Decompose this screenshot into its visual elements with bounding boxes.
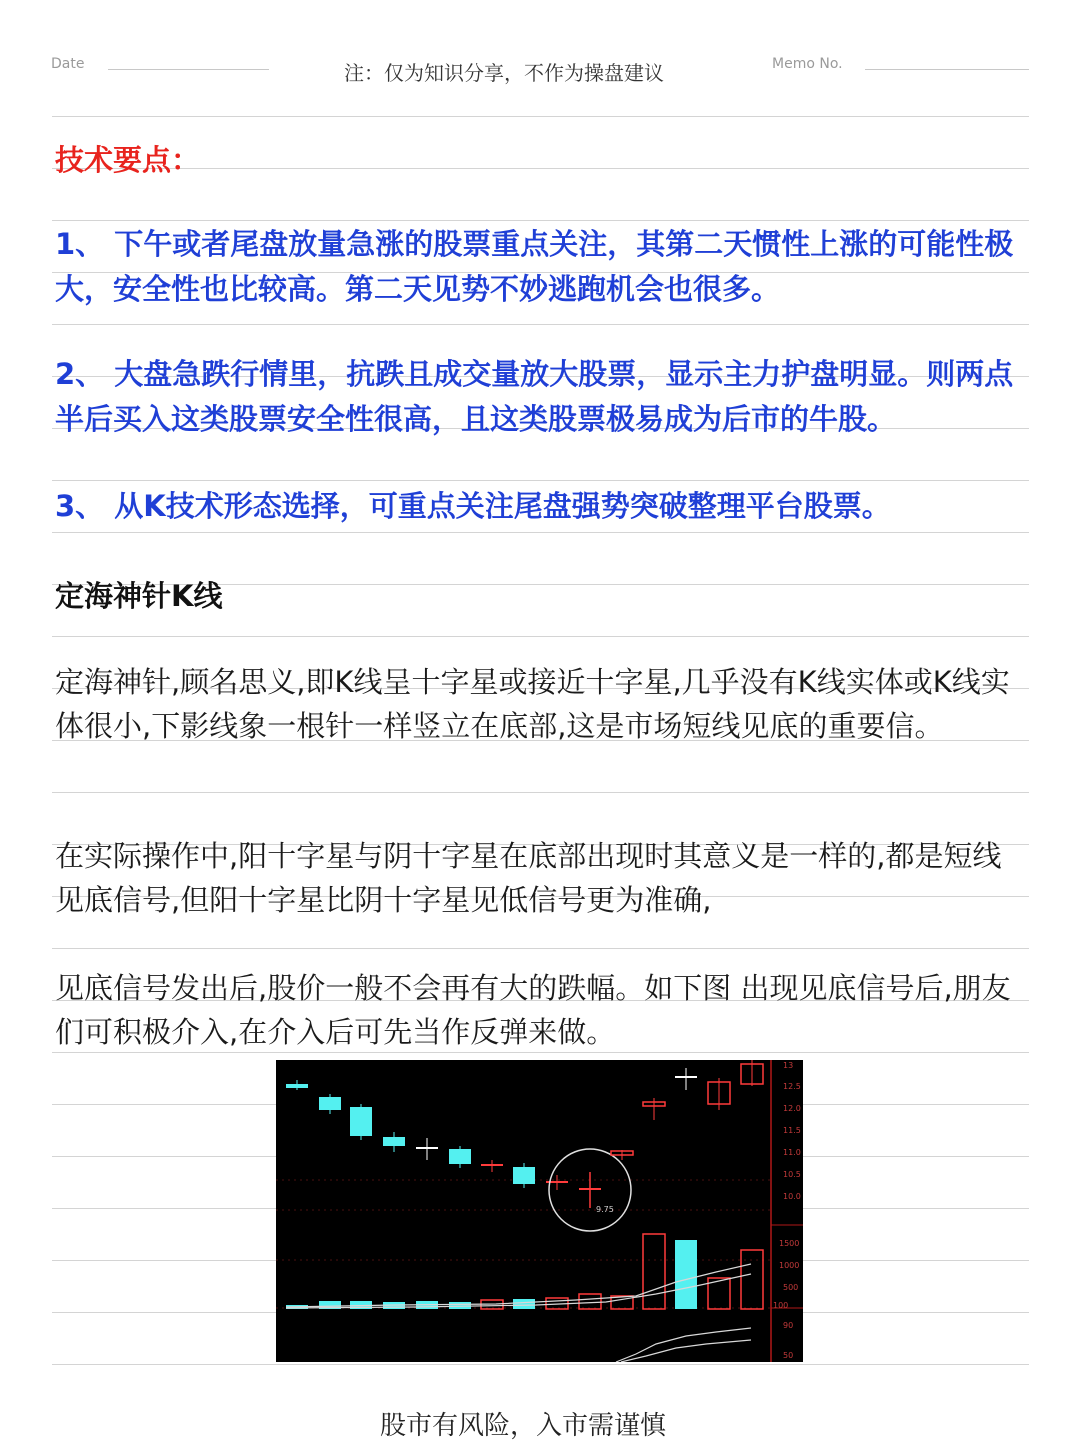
candle: [350, 1107, 372, 1136]
candlestick-chart-svg: [276, 1060, 803, 1362]
date-underline: [108, 69, 269, 70]
candle: [383, 1137, 405, 1146]
candle: [286, 1084, 308, 1088]
indicator-tick: 90: [783, 1321, 794, 1330]
price-tick: 10.0: [783, 1192, 801, 1201]
volume-tick: 500: [783, 1283, 799, 1292]
volume-bar: [579, 1294, 601, 1309]
volume-bar: [643, 1234, 665, 1309]
indicator-line: [616, 1328, 751, 1362]
candle: [449, 1149, 471, 1164]
volume-bar: [513, 1299, 535, 1309]
indicator-tick: 50: [783, 1351, 794, 1360]
price-tick: 11.5: [783, 1126, 801, 1135]
volume-bar: [675, 1240, 697, 1309]
volume-bar: [741, 1250, 763, 1309]
tech-points-title: 技术要点：: [55, 143, 201, 177]
memo-underline: [865, 69, 1029, 70]
annotation-label: 9.75: [596, 1205, 614, 1214]
price-tick: 13: [783, 1061, 794, 1070]
volume-tick: 1500: [779, 1239, 800, 1248]
paragraph-2: 在实际操作中,阳十字星与阴十字星在底部出现时其意义是一样的,都是短线见底信号,但阳十字星比阴十字星见低信号更为准确,: [55, 839, 1002, 917]
paragraph-3: 见底信号发出后,股价一般不会再有大的跌幅。如下图 出现见底信号后,朋友们可积极介入,在介入后可先当作反弹来做。: [55, 971, 1011, 1049]
candlestick-chart: [276, 1060, 803, 1362]
section-title: 定海神针K线: [55, 579, 223, 613]
price-tick: 10.5: [783, 1170, 801, 1179]
price-candles: [286, 1060, 763, 1231]
tech-point-3: 3、 从K技术形态选择，可重点关注尾盘强势突破整理平台股票。: [55, 489, 891, 523]
volume-bar: [449, 1302, 471, 1309]
price-tick: 11.0: [783, 1148, 801, 1157]
price-tick: 12.0: [783, 1104, 801, 1113]
tech-point-2: 2、 大盘急跌行情里，抗跌且成交量放大股票，显示主力护盘明显。则两点半后买入这类股票安全性很高，且这类股票极易成为后市的牛股。: [55, 357, 1014, 436]
price-tick: 12.5: [783, 1082, 801, 1091]
paragraph-1: 定海神针,顾名思义,即K线呈十字星或接近十字星,几乎没有K线实体或K线实体很小,下影线象一根针一样竖立在底部,这是市场短线见底的重要信。: [55, 665, 1010, 743]
candle: [319, 1097, 341, 1110]
volume-bars: [286, 1234, 763, 1309]
risk-warning: 股市有风险，入市需谨慎: [380, 1411, 667, 1441]
tech-point-1: 1、 下午或者尾盘放量急涨的股票重点关注，其第二天惯性上涨的可能性极大，安全性也比较高。第二天见势不妙逃跑机会也很多。: [55, 227, 1014, 306]
volume-tick: 1000: [779, 1261, 800, 1270]
date-label: Date: [51, 56, 85, 72]
indicator-lines: [616, 1328, 751, 1362]
indicator-line: [621, 1340, 751, 1362]
disclaimer-notice: 注：仅为知识分享，不作为操盘建议: [344, 61, 664, 85]
candle: [513, 1167, 535, 1184]
volume-tick: 100: [773, 1301, 789, 1310]
memo-label: Memo No.: [772, 56, 843, 72]
